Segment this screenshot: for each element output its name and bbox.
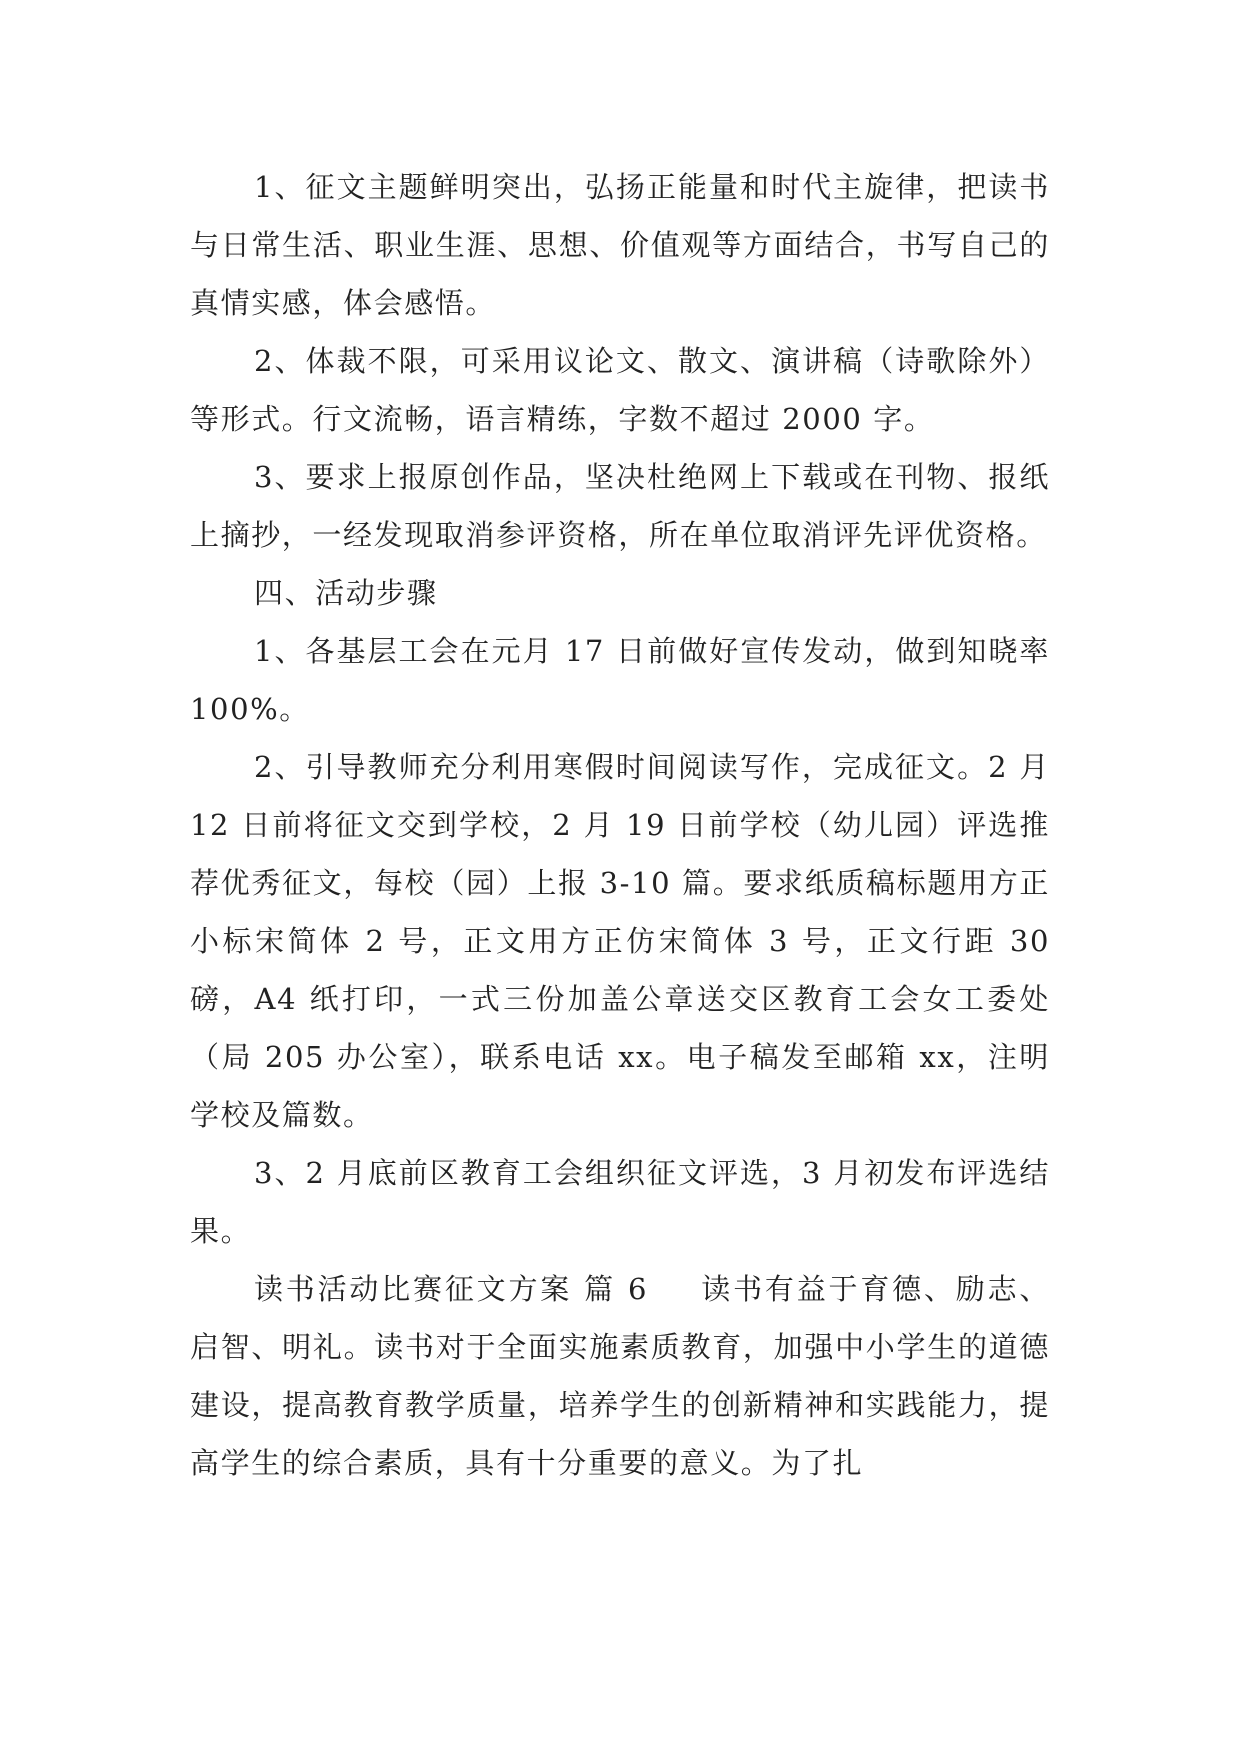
section-heading-steps: 四、活动步骤 bbox=[254, 576, 438, 610]
paragraph-section-6 bbox=[190, 1260, 1050, 1492]
section-6-body: 读书有益于育德、励志、启智、明礼。读书对于全面实施素质教育，加强中小学生的道德建设，提高教育教学质量，培养学生的创新精神和实践能力，提高学生的综合素质，具有十分重要的意义。为了扎 bbox=[190, 1272, 1050, 1480]
section-6-heading: 读书活动比赛征文方案 篇 6 bbox=[254, 1272, 649, 1306]
paragraph-requirement-3: 3、要求上报原创作品，坚决杜绝网上下载或在刊物、报纸上摘抄，一经发现取消参评资格，所在单位取消评先评优资格。 bbox=[190, 460, 1050, 552]
paragraph-step-1: 1、各基层工会在元月 17 日前做好宣传发动，做到知晓率 100%。 bbox=[190, 634, 1050, 726]
paragraph-step-3: 3、2 月底前区教育工会组织征文评选，3 月初发布评选结果。 bbox=[190, 1156, 1050, 1248]
paragraph-requirement-2: 2、体裁不限，可采用议论文、散文、演讲稿（诗歌除外）等形式。行文流畅，语言精练，字数不超过 2000 字。 bbox=[190, 344, 1050, 436]
document-body bbox=[190, 158, 1050, 1492]
paragraph-step-2: 2、引导教师充分利用寒假时间阅读写作，完成征文。2 月 12 日前将征文交到学校，2 月 19 日前学校（幼儿园）评选推荐优秀征文，每校（园）上报 3-10 篇。要求纸质稿标题用方正小标宋简体 2 号，正文用方正仿宋简体 3 号，正文行距 30 磅，A4 纸打印，一式三份加盖公章送交区教育工会女工委处（局 205 办公室），联系电话 xx。电子稿发至邮箱 xx，注明学校及篇数。 bbox=[190, 750, 1050, 1132]
paragraph-requirement-1: 1、征文主题鲜明突出，弘扬正能量和时代主旋律，把读书与日常生活、职业生涯、思想、价值观等方面结合，书写自己的真情实感，体会感悟。 bbox=[190, 170, 1050, 320]
